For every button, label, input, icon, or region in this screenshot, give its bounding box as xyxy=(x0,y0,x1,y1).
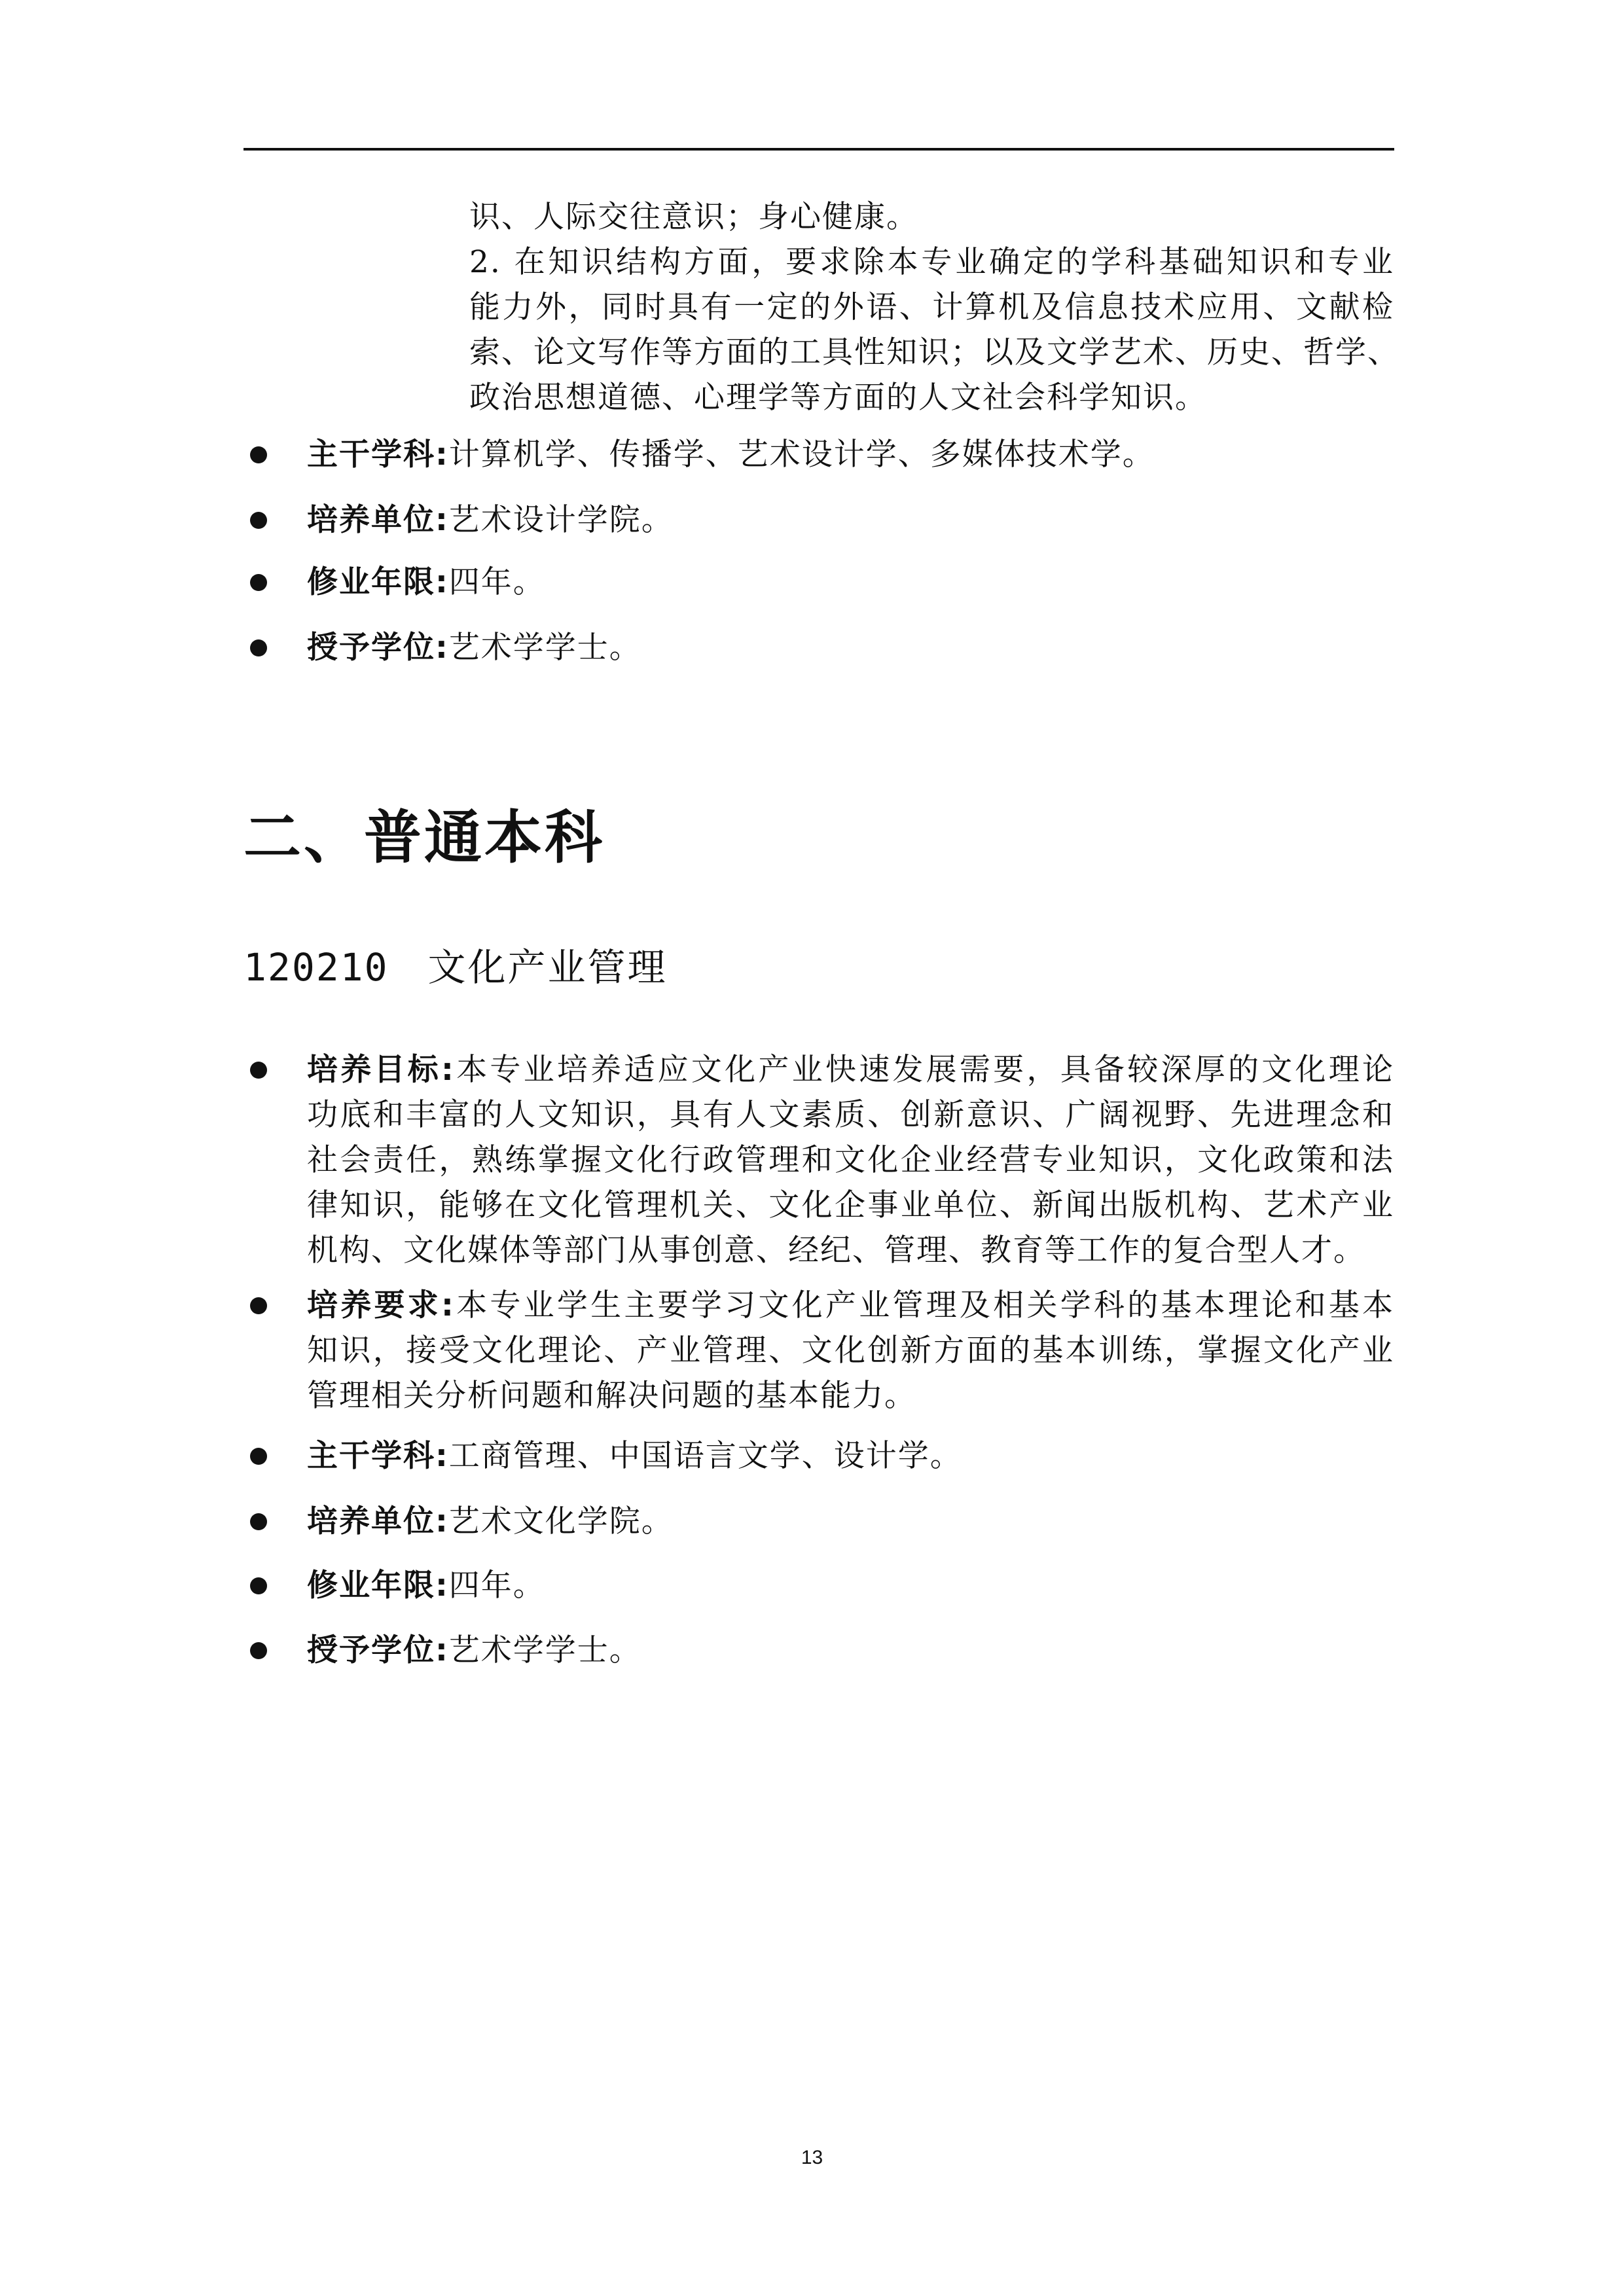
item-text: 社会责任，熟练掌握文化行政管理和文化企业经营专业知识，文化政策和法 xyxy=(307,1142,1394,1178)
item-label: 修业年限: xyxy=(307,1568,449,1604)
item-label: 修业年限: xyxy=(307,564,449,600)
item-text: 四年。 xyxy=(448,564,545,600)
item-text: 艺术文化学院。 xyxy=(448,1503,674,1539)
bullet-icon xyxy=(250,1577,267,1594)
bullet-icon xyxy=(250,574,267,591)
item-text: 计算机学、传播学、艺术设计学、多媒体技术学。 xyxy=(448,437,1155,473)
item-text: 管理相关分析问题和解决问题的基本能力。 xyxy=(307,1378,916,1414)
item-text: 艺术学学士。 xyxy=(448,1632,641,1668)
header-rule xyxy=(244,148,1394,151)
major-name: 文化产业管理 xyxy=(427,945,668,990)
continuation-line: 2. 在知识结构方面，要求除本专业确定的学科基础知识和专业 xyxy=(469,244,1394,280)
item-label: 培养单位: xyxy=(307,502,449,538)
continuation-line: 索、论文写作等方面的工具性知识；以及文学艺术、历史、哲学、 xyxy=(469,334,1399,370)
bullet-icon xyxy=(250,1642,267,1659)
item-label: 培养要求: xyxy=(307,1287,455,1323)
item-label: 授予学位: xyxy=(307,1632,449,1668)
bullet-icon xyxy=(250,1062,267,1079)
bullet-icon xyxy=(250,512,267,529)
major-heading xyxy=(244,941,668,994)
bullet-icon xyxy=(250,1297,267,1314)
item-text: 本专业学生主要学习文化产业管理及相关学科的基本理论和基本 xyxy=(454,1287,1395,1323)
item-text: 机构、文化媒体等部门从事创意、经纪、管理、教育等工作的复合型人才。 xyxy=(307,1232,1365,1268)
item-text: 艺术学学士。 xyxy=(448,630,641,666)
item-text: 知识，接受文化理论、产业管理、文化创新方面的基本训练，掌握文化产业 xyxy=(307,1333,1394,1369)
major-code: 120210 xyxy=(244,945,389,990)
item-label: 主干学科: xyxy=(307,1438,449,1474)
bullet-icon xyxy=(250,446,267,463)
item-label: 主干学科: xyxy=(307,437,449,473)
continuation-line: 识、人际交往意识；身心健康。 xyxy=(469,199,918,235)
bullet-icon xyxy=(250,1448,267,1465)
item-label: 培养目标: xyxy=(307,1052,455,1088)
item-text: 四年。 xyxy=(448,1568,545,1604)
bullet-icon xyxy=(250,1513,267,1530)
continuation-line: 能力外，同时具有一定的外语、计算机及信息技术应用、文献检 xyxy=(469,289,1394,325)
item-text: 功底和丰富的人文知识，具有人文素质、创新意识、广阔视野、先进理念和 xyxy=(307,1097,1394,1133)
item-label: 培养单位: xyxy=(307,1503,449,1539)
section-title: 二、普通本科 xyxy=(244,804,605,871)
item-text: 本专业培养适应文化产业快速发展需要，具备较深厚的文化理论 xyxy=(454,1052,1395,1088)
continuation-line: 政治思想道德、心理学等方面的人文社会科学知识。 xyxy=(469,380,1207,416)
item-text: 艺术设计学院。 xyxy=(448,502,674,538)
bullet-icon xyxy=(250,639,267,656)
item-text: 工商管理、中国语言文学、设计学。 xyxy=(448,1438,962,1474)
item-text: 律知识，能够在文化管理机关、文化企事业单位、新闻出版机构、艺术产业 xyxy=(307,1187,1394,1223)
page-number: 13 xyxy=(801,2147,823,2168)
continuation-paragraph xyxy=(469,194,1399,420)
item-label: 授予学位: xyxy=(307,630,449,666)
